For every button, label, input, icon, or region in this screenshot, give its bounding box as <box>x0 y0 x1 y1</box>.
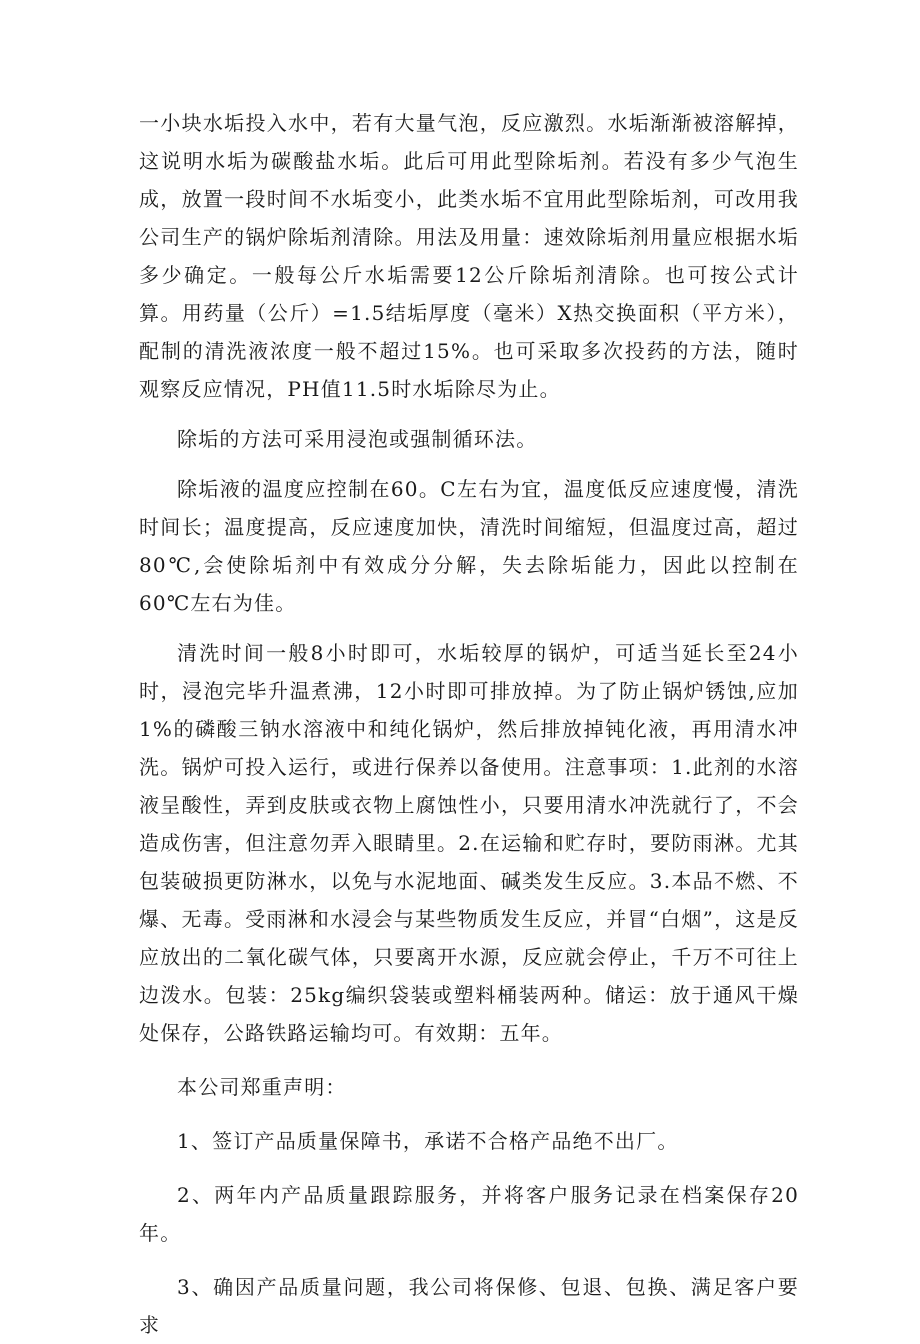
paragraph-method: 除垢的方法可采用浸泡或强制循环法。 <box>177 427 538 451</box>
document-page <box>139 104 799 1344</box>
declaration-item-1: 1、签订产品质量保障书，承诺不合格产品绝不出厂。 <box>177 1129 679 1153</box>
declaration-item-3: 3、确因产品质量问题，我公司将保修、包退、包换、满足客户要求 <box>139 1275 799 1337</box>
paragraph-cleaning-time: 清洗时间一般8小时即可，水垢较厚的锅炉，可适当延长至24小时，浸泡完毕升温煮沸，12小时即可排放掉。为了防止锅炉锈蚀,应加1%的磷酸三钠水溶液中和纯化锅炉，然后排放掉钝化液，再用清水冲洗。锅炉可投入运行，或进行保养以备使用。注意事项：1.此剂的水溶液呈酸性，弄到皮肤或衣物上腐蚀性小，只要用清水冲洗就行了，不会造成伤害，但注意勿弄入眼睛里。2.在运输和贮存时，要防雨淋。尤其包装破损更防淋水，以免与水泥地面、碱类发生反应。3.本品不燃、不爆、无毒。受雨淋和水浸会与某些物质发生反应，并冒“白烟”，这是反应放出的二氧化碳气体，只要离开水源，反应就会停止，千万不可往上边泼水。包装：25kg编织袋装或塑料桶装两种。储运：放于通风干燥处保存，公路铁路运输均可。有效期：五年。 <box>139 641 799 1045</box>
paragraph-temperature: 除垢液的温度应控制在60。C左右为宜，温度低反应速度慢，清洗时间长；温度提高，反应速度加快，清洗时间缩短，但温度过高，超过80℃,会使除垢剂中有效成分分解，失去除垢能力，因此以控制在60℃左右为佳。 <box>139 477 799 615</box>
declaration-item-2: 2、两年内产品质量跟踪服务，并将客户服务记录在档案保存20年。 <box>139 1183 799 1245</box>
paragraph-test-method: 一小块水垢投入水中，若有大量气泡，反应激烈。水垢渐渐被溶解掉，这说明水垢为碳酸盐水垢。此后可用此型除垢剂。若没有多少气泡生成，放置一段时间不水垢变小，此类水垢不宜用此型除垢剂，可改用我公司生产的锅炉除垢剂清除。用法及用量：速效除垢剂用量应根据水垢多少确定。一般每公斤水垢需要12公斤除垢剂清除。也可按公式计算。用药量（公斤）=1.5结垢厚度（毫米）X热交换面积（平方米），配制的清洗液浓度一般不超过15%。也可采取多次投药的方法，随时观察反应情况，PH值11.5时水垢除尽为止。 <box>139 111 799 401</box>
paragraph-declaration-heading: 本公司郑重声明： <box>177 1075 347 1099</box>
